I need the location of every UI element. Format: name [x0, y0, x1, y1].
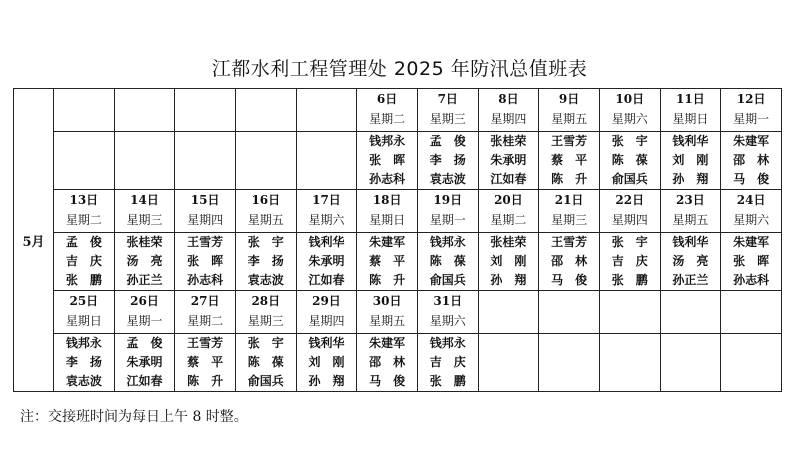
- day-date: 12日: [736, 92, 766, 106]
- duty-names-cell: [54, 334, 115, 392]
- duty-names-cell: [599, 132, 660, 190]
- duty-person: 张 晖: [187, 254, 224, 268]
- duty-names-cell: [539, 132, 600, 190]
- duty-person: 朱建军: [733, 134, 770, 148]
- duty-person: 刘 刚: [490, 254, 527, 268]
- day-header-cell: [296, 190, 357, 233]
- day-date: 20日: [494, 193, 523, 207]
- duty-person: 俞国兵: [429, 273, 466, 287]
- day-date: 9日: [558, 92, 580, 106]
- day-header-cell: [175, 291, 236, 334]
- day-header-cell: [478, 89, 539, 132]
- duty-person: 朱承明: [490, 153, 527, 167]
- day-header-cell: [114, 190, 175, 233]
- day-weekday: 星期三: [126, 213, 163, 227]
- duty-person: 陈 升: [369, 273, 406, 287]
- duty-names-cell: [417, 334, 478, 392]
- day-header-cell: [357, 291, 418, 334]
- duty-person: 江如春: [126, 374, 163, 388]
- day-date: 25日: [69, 294, 99, 308]
- day-weekday: 星期五: [551, 112, 588, 126]
- empty-cell: [721, 291, 782, 334]
- duty-person: 张桂荣: [490, 235, 527, 249]
- day-weekday: 星期二: [490, 213, 527, 227]
- duty-person: 刘 刚: [308, 355, 345, 369]
- day-header-cell: [296, 291, 357, 334]
- duty-person: 张 宇: [611, 235, 648, 249]
- empty-cell: [296, 89, 357, 132]
- duty-names-cell: [235, 334, 296, 392]
- duty-person: 李 扬: [429, 153, 466, 167]
- day-date: 24日: [736, 193, 766, 207]
- day-weekday: 星期六: [611, 112, 648, 126]
- duty-person: 孟 俊: [65, 235, 102, 249]
- day-header-cell: [54, 291, 115, 334]
- duty-person: 俞国兵: [611, 172, 648, 186]
- day-weekday: 星期一: [733, 112, 770, 126]
- duty-names-cell: [114, 233, 175, 291]
- duty-person: 蔡 平: [187, 355, 224, 369]
- duty-person: 张 宇: [247, 336, 284, 350]
- day-weekday: 星期日: [672, 112, 709, 126]
- duty-names-cell: [478, 132, 539, 190]
- day-weekday: 星期日: [369, 213, 406, 227]
- duty-person: 王雪芳: [551, 134, 588, 148]
- duty-person: 马 俊: [551, 273, 588, 287]
- duty-person: 袁志波: [247, 273, 284, 287]
- duty-person: 刘 刚: [672, 153, 709, 167]
- empty-cell: [114, 132, 175, 190]
- empty-cell: [660, 334, 721, 392]
- duty-person: 王雪芳: [187, 235, 224, 249]
- day-date: 21日: [554, 193, 584, 207]
- duty-person: 吉 庆: [611, 254, 648, 268]
- day-weekday: 星期二: [187, 314, 224, 328]
- duty-person: 汤 亮: [672, 254, 709, 268]
- empty-cell: [660, 291, 721, 334]
- duty-person: 孙志科: [369, 172, 406, 186]
- day-weekday: 星期二: [369, 112, 406, 126]
- duty-person: 张 宇: [247, 235, 284, 249]
- duty-person: 马 俊: [733, 172, 770, 186]
- duty-person: 王雪芳: [551, 235, 588, 249]
- duty-person: 钱邦永: [369, 134, 406, 148]
- day-date: 23日: [676, 193, 705, 207]
- footnote: 注：交接班时间为每日上午 8 时整。: [20, 409, 248, 425]
- duty-person: 孙志科: [187, 273, 224, 287]
- duty-person: 邵 林: [369, 355, 406, 369]
- duty-person: 孙 翔: [308, 374, 345, 388]
- day-header-cell: [54, 190, 115, 233]
- day-header-cell: [660, 190, 721, 233]
- day-weekday: 星期四: [308, 314, 345, 328]
- empty-cell: [296, 132, 357, 190]
- duty-person: 俞国兵: [247, 374, 284, 388]
- duty-person: 孟 俊: [126, 336, 163, 350]
- duty-person: 吉 庆: [429, 355, 466, 369]
- page-title: 江都水利工程管理处 2025 年防汛总值班表: [211, 58, 588, 80]
- duty-person: 孙正兰: [126, 273, 163, 287]
- day-date: 19日: [433, 193, 463, 207]
- duty-names-cell: [660, 132, 721, 190]
- duty-person: 邵 林: [733, 153, 770, 167]
- duty-names-cell: [721, 233, 782, 291]
- month-label: 5月: [14, 89, 54, 392]
- duty-person: 钱利华: [308, 235, 345, 249]
- duty-person: 张 晖: [733, 254, 770, 268]
- duty-person: 马 俊: [369, 374, 406, 388]
- day-header-cell: [539, 190, 600, 233]
- duty-person: 张 鹏: [429, 374, 466, 388]
- duty-person: 邵 林: [551, 254, 588, 268]
- week-header-row: [14, 291, 782, 334]
- day-weekday: 星期四: [187, 213, 224, 227]
- day-date: 17日: [312, 193, 341, 207]
- day-date: 30日: [372, 294, 402, 308]
- day-date: 8日: [498, 92, 519, 106]
- empty-cell: [721, 334, 782, 392]
- day-header-cell: [417, 190, 478, 233]
- day-header-cell: [235, 190, 296, 233]
- empty-cell: [54, 89, 115, 132]
- day-date: 28日: [251, 294, 281, 308]
- duty-person: 汤 亮: [126, 254, 163, 268]
- duty-person: 袁志波: [429, 172, 466, 186]
- empty-cell: [599, 334, 660, 392]
- duty-person: 张 晖: [369, 153, 406, 167]
- day-weekday: 星期五: [369, 314, 406, 328]
- day-header-cell: [539, 89, 600, 132]
- day-weekday: 星期三: [551, 213, 588, 227]
- day-date: 27日: [190, 294, 220, 308]
- duty-person: 钱邦永: [429, 336, 466, 350]
- duty-person: 钱邦永: [429, 235, 466, 249]
- day-date: 15日: [190, 193, 220, 207]
- day-weekday: 星期六: [733, 213, 770, 227]
- duty-person: 张桂荣: [490, 134, 527, 148]
- duty-person: 陈 葆: [611, 153, 648, 167]
- week-header-row: [14, 89, 782, 132]
- day-weekday: 星期三: [247, 314, 284, 328]
- duty-roster-table: [13, 88, 782, 392]
- duty-person: 陈 葆: [247, 355, 284, 369]
- duty-person: 钱利华: [308, 336, 345, 350]
- week-duty-row: [14, 132, 782, 190]
- duty-names-cell: [175, 334, 236, 392]
- day-header-cell: [721, 190, 782, 233]
- duty-person: 蔡 平: [551, 153, 588, 167]
- duty-names-cell: [54, 233, 115, 291]
- day-weekday: 星期四: [490, 112, 527, 126]
- day-date: 26日: [130, 294, 159, 308]
- duty-person: 陈 葆: [429, 254, 466, 268]
- day-weekday: 星期五: [247, 213, 284, 227]
- empty-cell: [478, 334, 539, 392]
- duty-names-cell: [417, 132, 478, 190]
- day-header-cell: [417, 89, 478, 132]
- duty-person: 朱建军: [369, 235, 406, 249]
- duty-person: 孟 俊: [429, 134, 466, 148]
- duty-names-cell: [357, 233, 418, 291]
- day-weekday: 星期三: [429, 112, 466, 126]
- duty-names-cell: [417, 233, 478, 291]
- week-duty-row: [14, 334, 782, 392]
- empty-cell: [539, 291, 600, 334]
- day-weekday: 星期四: [611, 213, 648, 227]
- duty-person: 李 扬: [65, 355, 102, 369]
- duty-person: 袁志波: [65, 374, 102, 388]
- duty-person: 朱承明: [308, 254, 345, 268]
- duty-person: 张 宇: [611, 134, 648, 148]
- duty-person: 张 鹏: [611, 273, 648, 287]
- day-date: 18日: [372, 193, 402, 207]
- duty-person: 孙志科: [733, 273, 770, 287]
- day-date: 11日: [676, 92, 705, 106]
- duty-person: 钱利华: [672, 134, 709, 148]
- week-header-row: [14, 190, 782, 233]
- day-header-cell: [599, 190, 660, 233]
- duty-person: 张桂荣: [126, 235, 163, 249]
- day-weekday: 星期一: [429, 213, 466, 227]
- duty-names-cell: [478, 233, 539, 291]
- duty-names-cell: [175, 233, 236, 291]
- empty-cell: [114, 89, 175, 132]
- duty-names-cell: [114, 334, 175, 392]
- day-header-cell: [235, 291, 296, 334]
- day-date: 16日: [251, 193, 281, 207]
- duty-names-cell: [660, 233, 721, 291]
- empty-cell: [235, 89, 296, 132]
- duty-person: 王雪芳: [187, 336, 224, 350]
- day-weekday: 星期日: [65, 314, 102, 328]
- duty-person: 陈 升: [551, 172, 588, 186]
- duty-person: 李 扬: [247, 254, 284, 268]
- duty-person: 钱利华: [672, 235, 709, 249]
- empty-cell: [235, 132, 296, 190]
- duty-person: 蔡 平: [369, 254, 406, 268]
- duty-names-cell: [296, 334, 357, 392]
- duty-person: 江如春: [308, 273, 345, 287]
- duty-names-cell: [721, 132, 782, 190]
- duty-names-cell: [599, 233, 660, 291]
- day-date: 31日: [433, 294, 463, 308]
- day-header-cell: [175, 190, 236, 233]
- day-date: 14日: [130, 193, 159, 207]
- duty-person: 孙 翔: [490, 273, 527, 287]
- duty-person: 江如春: [490, 172, 527, 186]
- day-weekday: 星期五: [672, 213, 709, 227]
- empty-cell: [599, 291, 660, 334]
- day-date: 13日: [69, 193, 99, 207]
- duty-person: 钱邦永: [65, 336, 102, 350]
- day-date: 10日: [615, 92, 645, 106]
- duty-person: 孙正兰: [672, 273, 709, 287]
- duty-person: 吉 庆: [65, 254, 102, 268]
- empty-cell: [478, 291, 539, 334]
- day-header-cell: [357, 89, 418, 132]
- day-weekday: 星期六: [429, 314, 466, 328]
- day-header-cell: [721, 89, 782, 132]
- duty-names-cell: [539, 233, 600, 291]
- duty-names-cell: [357, 132, 418, 190]
- day-header-cell: [660, 89, 721, 132]
- duty-person: 朱建军: [733, 235, 770, 249]
- day-header-cell: [417, 291, 478, 334]
- day-weekday: 星期二: [65, 213, 102, 227]
- duty-person: 陈 升: [187, 374, 224, 388]
- empty-cell: [539, 334, 600, 392]
- day-date: 6日: [376, 92, 398, 106]
- duty-names-cell: [357, 334, 418, 392]
- duty-person: 张 鹏: [65, 273, 102, 287]
- empty-cell: [175, 89, 236, 132]
- duty-names-cell: [296, 233, 357, 291]
- day-date: 7日: [437, 92, 458, 106]
- day-header-cell: [114, 291, 175, 334]
- day-date: 22日: [615, 193, 645, 207]
- empty-cell: [175, 132, 236, 190]
- duty-person: 孙 翔: [672, 172, 709, 186]
- day-header-cell: [357, 190, 418, 233]
- duty-person: 朱建军: [369, 336, 406, 350]
- day-header-cell: [478, 190, 539, 233]
- duty-person: 朱承明: [126, 355, 163, 369]
- duty-names-cell: [235, 233, 296, 291]
- day-weekday: 星期一: [126, 314, 163, 328]
- day-date: 29日: [312, 294, 341, 308]
- day-weekday: 星期六: [308, 213, 345, 227]
- day-header-cell: [599, 89, 660, 132]
- week-duty-row: [14, 233, 782, 291]
- empty-cell: [54, 132, 115, 190]
